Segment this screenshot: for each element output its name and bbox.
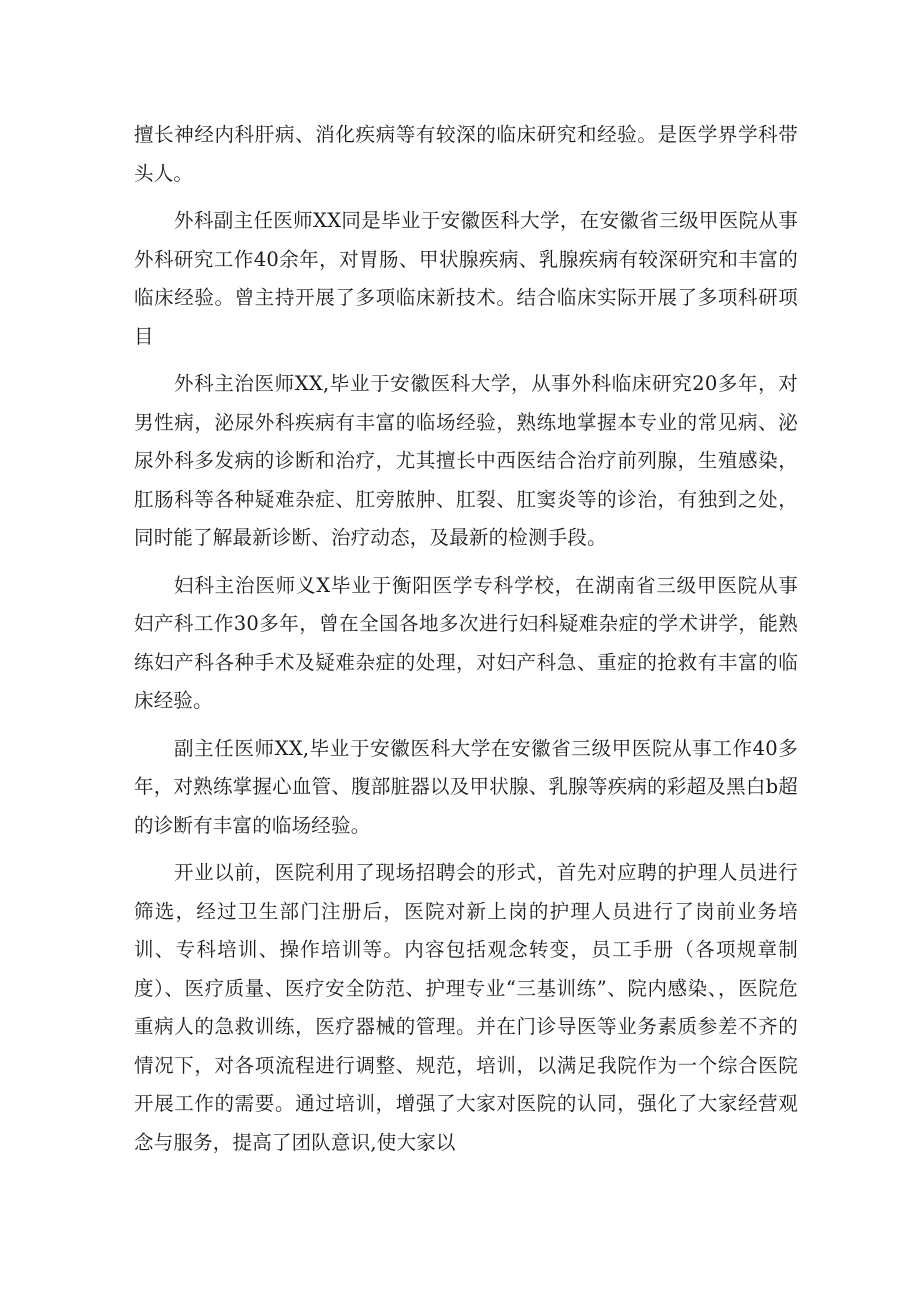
paragraph-nursing-training: 开业以前，医院利用了现场招聘会的形式，首先对应聘的护理人员进行筛选，经过卫生部门注册后，医院对新上岗的护理人员进行了岗前业务培训、专科培训、操作培训等。内容包括观念转变，员工手册（各项规章制度）、医疗质量、医疗安全防范、护理专业“三基训练”、院内感染、，医院危重病人的急救训练，医疗器械的管理。并在门诊导医等业务素质参差不齐的情况下，对各项流程进行调整、规范，培训，以满足我院作为一个综合医院开展工作的需要。通过培训，增强了大家对医院的认同，强化了大家经营观念与服务，提高了团队意识,使大家以 — [134, 861, 798, 1154]
paragraph-surgery-associate-chief: 外科副主任医师XX同是毕业于安徽医科大学，在安徽省三级甲医院从事外科研究工作40余年，对胃肠、甲状腺疾病、乳腺疾病有较深研究和丰富的临床经验。曾主持开展了多项临床新技术。结合临床实际开展了多项科研项目 — [134, 209, 798, 348]
paragraph-gynecology-attending: 妇科主治医师义X毕业于衡阳医学专科学校，在湖南省三级甲医院从事妇产科工作30多年，曾在全国各地多次进行妇科疑难杂症的学术讲学，能熟练妇产科各种手术及疑难杂症的处理，对妇产科急、重症的抢救有丰富的临床经验。 — [134, 573, 798, 712]
paragraph-specialty-continuation: 擅长神经内科肝病、消化疾病等有较深的临床研究和经验。是医学界学科带头人。 — [134, 123, 798, 185]
paragraph-surgery-attending: 外科主治医师XX,毕业于安徽医科大学，从事外科临床研究20多年，对男性病，泌尿外科疾病有丰富的临场经验，熟练地掌握本专业的常见病、泌尿外科多发病的诊断和治疗，尤其擅长中西医结合治疗前列腺，生殖感染，肛肠科等各种疑难杂症、肛旁脓肿、肛裂、肛窦炎等的诊治，有独到之处，同时能了解最新诊断、治疗动态，及最新的检测手段。 — [134, 372, 798, 549]
document-body — [134, 116, 798, 1162]
paragraph-ultrasound-associate-chief: 副主任医师XX,毕业于安徽医科大学在安徽省三级甲医院从事工作40多年，对熟练掌握心血管、腹部脏器以及甲状腺、乳腺等疾病的彩超及黑白b超的诊断有丰富的临场经验。 — [134, 736, 798, 837]
